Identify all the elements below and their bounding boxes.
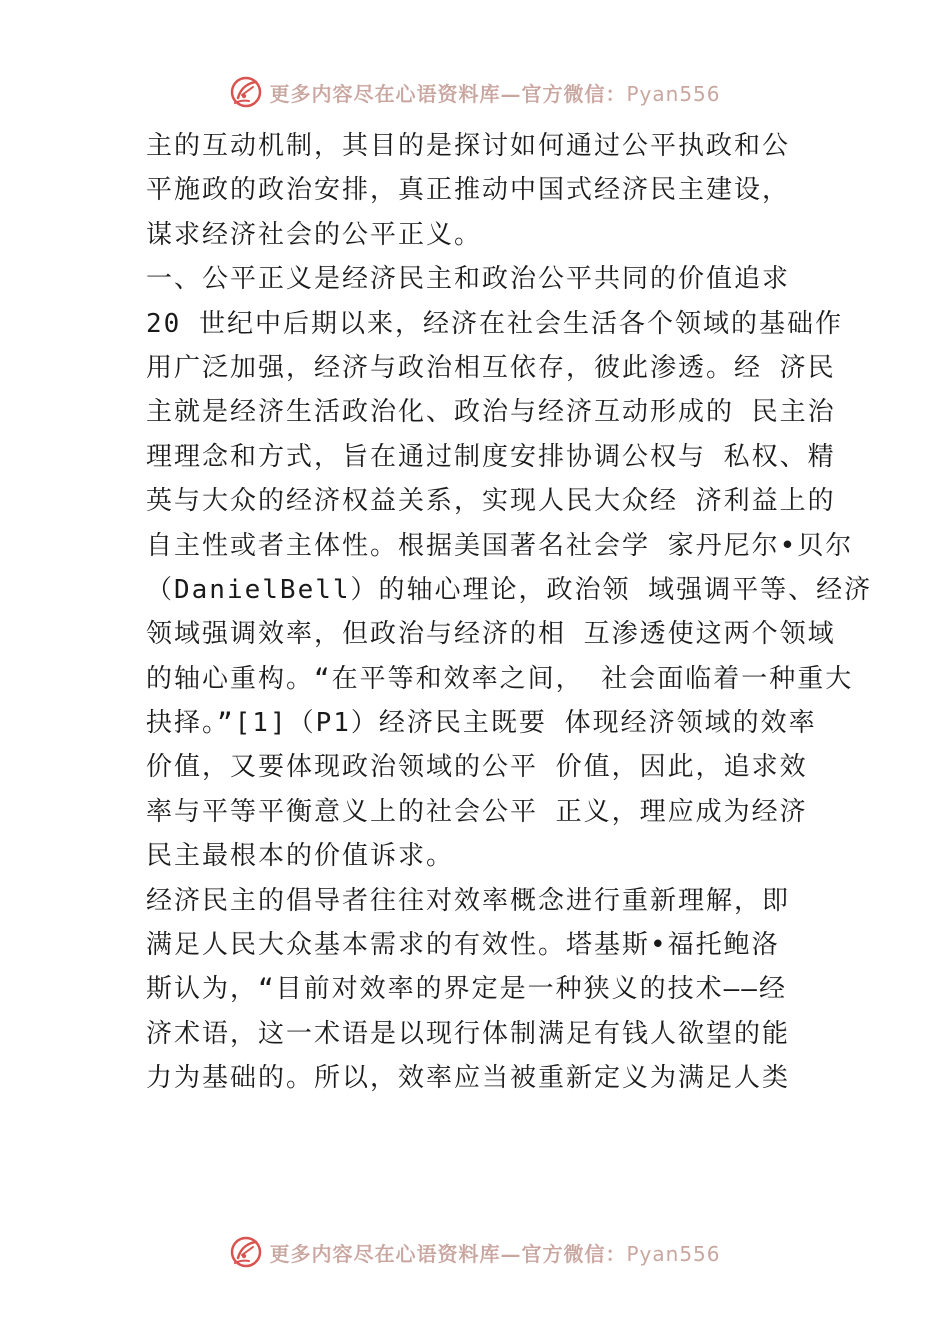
text-line: 英与大众的经济权益关系，实现人民大众经 济利益上的 xyxy=(146,486,836,517)
text-line: 抉择。”[1]（P1）经济民主既要 体现经济领域的效率 xyxy=(146,708,817,739)
text-line: 民主最根本的价值诉求。 xyxy=(146,841,455,872)
logo-icon xyxy=(229,75,263,109)
text-line: 力为基础的。所以，效率应当被重新定义为满足人类 xyxy=(146,1063,791,1094)
footer-banner xyxy=(0,1232,950,1272)
text-line: 经济民主的倡导者往往对效率概念进行重新理解，即 xyxy=(146,885,791,916)
text-line: 主的互动机制，其目的是探讨如何通过公平执政和公 xyxy=(146,131,791,161)
text-line: 20 世纪中后期以来，经济在社会生活各个领域的基础作 xyxy=(146,308,843,339)
text-line: 谋求经济社会的公平正义。 xyxy=(146,219,483,250)
text-line: 领域强调效率，但政治与经济的相 互渗透使这两个领域 xyxy=(146,619,836,650)
footer-banner-text: 更多内容尽在心语资料库—官方微信：Pyan556 xyxy=(269,1241,721,1266)
text-line: 用广泛加强，经济与政治相互依存，彼此渗透。经 济民 xyxy=(146,352,836,383)
text-line: 率与平等平衡意义上的社会公平 正义，理应成为经济 xyxy=(146,796,808,827)
logo-icon xyxy=(229,1235,263,1269)
header-banner-text: 更多内容尽在心语资料库—官方微信：Pyan556 xyxy=(269,81,721,106)
text-line: 主就是经济生活政治化、政治与经济互动形成的 民主治 xyxy=(146,397,836,428)
text-line: 价值，又要体现政治领域的公平 价值，因此，追求效 xyxy=(146,752,808,783)
header-banner xyxy=(0,72,950,112)
text-line: 满足人民大众基本需求的有效性。塔基斯•福托鲍洛 xyxy=(146,930,780,961)
text-line: 济术语，这一术语是以现行体制满足有钱人欲望的能 xyxy=(146,1018,791,1049)
text-line: 斯认为，“目前对效率的界定是一种狭义的技术——经 xyxy=(146,974,787,1005)
document-body xyxy=(146,124,873,1101)
text-line: （DanielBell）的轴心理论，政治领 域强调平等、经济 xyxy=(146,574,873,605)
text-line: 的轴心重构。“在平等和效率之间， 社会面临着一种重大 xyxy=(146,663,854,694)
text-line: 一、公平正义是经济民主和政治公平共同的价值追求 xyxy=(146,264,791,295)
text-line: 平施政的政治安排，真正推动中国式经济民主建设， xyxy=(146,175,791,206)
text-line: 自主性或者主体性。根据美国著名社会学 家丹尼尔•贝尔 xyxy=(146,530,854,561)
text-line: 理理念和方式，旨在通过制度安排协调公权与 私权、精 xyxy=(146,441,836,472)
